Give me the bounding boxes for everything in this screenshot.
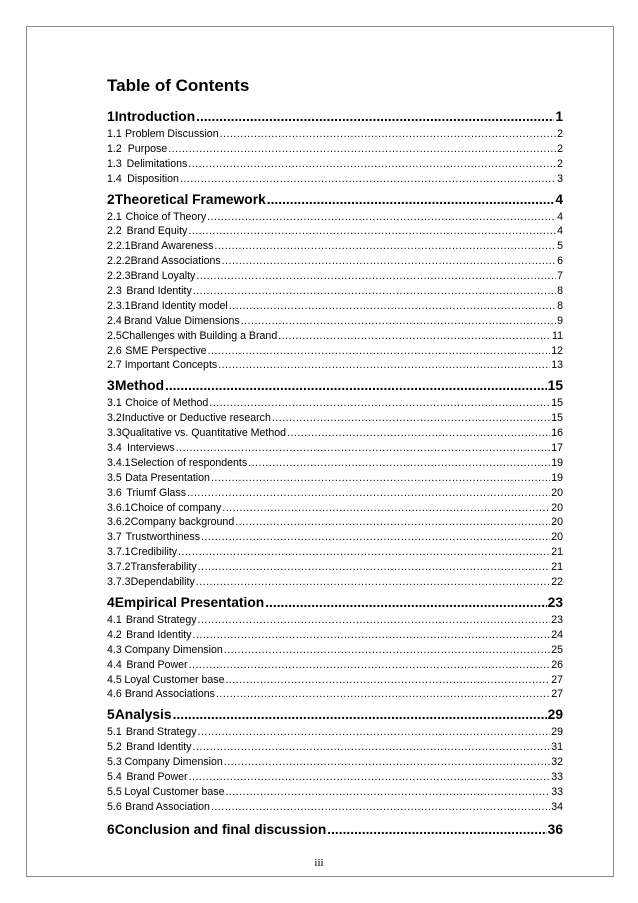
- toc-section-title: Brand Identity: [126, 741, 192, 754]
- toc-section-number: 3.7.2: [107, 561, 131, 574]
- toc-section-title: Brand Associations: [130, 255, 221, 268]
- toc-chapter-title: Introduction: [114, 109, 196, 124]
- toc-section-title: Brand Identity model: [130, 299, 228, 312]
- toc-chapter-page: 1: [555, 109, 563, 124]
- toc-section-page: 17: [551, 442, 563, 455]
- toc-section[interactable]: [107, 643, 563, 658]
- toc-section-number: 2.7: [107, 359, 122, 372]
- toc-chapter-title: Conclusion and final discussion: [114, 821, 327, 837]
- toc-section-number: 3.6: [107, 486, 122, 499]
- toc-section[interactable]: [107, 210, 563, 225]
- toc-section-number: 3.7: [107, 531, 122, 544]
- toc-chapter[interactable]: [107, 704, 563, 725]
- dot-leader: [189, 770, 551, 785]
- toc-section-title: Triumf Glass: [126, 486, 187, 499]
- dot-leader: [198, 613, 551, 628]
- toc-section[interactable]: [107, 800, 563, 815]
- dot-leader: [235, 515, 550, 530]
- toc-section-title: Brand Value Dimensions: [123, 314, 240, 327]
- dot-leader: [189, 658, 551, 673]
- toc-section-page: 8: [557, 285, 563, 298]
- toc-section-title: Purpose: [127, 142, 168, 155]
- toc-chapter-page: 29: [547, 707, 563, 723]
- toc-section[interactable]: [107, 501, 563, 516]
- toc-section[interactable]: [107, 254, 563, 269]
- dot-leader: [168, 142, 556, 157]
- toc-section[interactable]: [107, 658, 563, 673]
- dot-leader: [267, 189, 555, 210]
- toc-section-number: 2.2.3: [107, 270, 131, 283]
- toc-section-number: 5.6: [107, 800, 122, 813]
- toc-section[interactable]: [107, 515, 563, 530]
- toc-section-page: 2: [557, 157, 563, 170]
- toc-section-number: 5.3: [107, 756, 122, 769]
- toc-section-title: SME Perspective: [125, 344, 207, 357]
- toc-section-number: 2.6: [107, 344, 122, 357]
- toc-section-number: 5.1: [107, 726, 122, 739]
- toc-section-page: 20: [551, 531, 563, 544]
- toc-section[interactable]: [107, 456, 563, 471]
- toc-chapter-page: 4: [555, 191, 563, 207]
- toc-section-title: Credibility: [130, 546, 178, 559]
- toc-section-title: Choice of company: [130, 501, 222, 514]
- toc-section-page: 21: [551, 546, 563, 559]
- toc-section-title: Brand Awareness: [130, 240, 214, 253]
- toc-section[interactable]: [107, 673, 563, 688]
- toc-section-number: 3.4.1: [107, 456, 131, 469]
- toc-section-page: 26: [551, 658, 563, 671]
- dot-leader: [327, 819, 546, 840]
- toc-section-number: 3.5: [107, 471, 122, 484]
- toc-section-page: 5: [557, 240, 563, 253]
- toc-section-number: 4.4: [107, 658, 122, 671]
- toc-section-page: 31: [551, 741, 563, 754]
- toc-section-number: 3.7.1: [107, 546, 131, 559]
- toc-section-page: 13: [551, 359, 563, 372]
- toc-section-page: 12: [551, 344, 563, 357]
- toc-section[interactable]: [107, 755, 563, 770]
- toc-section-page: 6: [557, 255, 563, 268]
- dot-leader: [214, 239, 556, 254]
- toc-section[interactable]: [107, 545, 563, 560]
- toc-title: Table of Contents: [107, 76, 250, 95]
- dot-leader: [192, 740, 550, 755]
- toc-section-number: 3.6.1: [107, 501, 131, 514]
- toc-section-page: 20: [551, 516, 563, 529]
- toc-section-page: 19: [551, 456, 563, 469]
- toc-section-number: 2.3.1: [107, 299, 131, 312]
- dot-leader: [278, 329, 551, 344]
- toc-section-title: Company Dimension: [124, 756, 223, 769]
- toc-section[interactable]: [107, 172, 563, 187]
- toc-chapter[interactable]: [107, 592, 563, 613]
- toc-chapter-number: 2: [107, 191, 115, 207]
- toc-chapter-number: 1: [107, 109, 115, 124]
- toc-section-page: 2: [557, 128, 563, 140]
- toc-section-title: Brand Strategy: [125, 613, 197, 626]
- toc-section-title: Data Presentation: [125, 471, 210, 484]
- toc-section-page: 27: [551, 673, 563, 686]
- toc-section-title: Delimitations: [126, 157, 188, 170]
- toc-section-title: Disposition: [127, 172, 179, 185]
- dot-leader: [193, 284, 556, 299]
- toc-section[interactable]: [107, 284, 563, 299]
- toc-section[interactable]: [107, 687, 563, 702]
- dot-leader: [265, 592, 546, 613]
- dot-leader: [209, 396, 550, 411]
- toc-section-page: 24: [551, 628, 563, 641]
- toc-section-page: 21: [551, 561, 563, 574]
- dot-leader: [224, 643, 550, 658]
- dot-leader: [272, 411, 550, 426]
- toc-section-number: 2.3: [107, 285, 122, 298]
- toc-section-page: 15: [551, 412, 563, 425]
- dot-leader: [229, 299, 556, 314]
- toc-section-page: 23: [551, 613, 563, 626]
- toc-section[interactable]: [107, 314, 563, 329]
- toc-section-number: 4.1: [107, 613, 122, 626]
- toc-section[interactable]: [107, 486, 563, 501]
- toc-section[interactable]: [107, 157, 563, 172]
- toc-section[interactable]: [107, 740, 563, 755]
- toc-section-page: 32: [551, 756, 563, 769]
- dot-leader: [224, 755, 550, 770]
- toc-section-title: Company background: [130, 516, 235, 529]
- toc-chapter[interactable]: [107, 375, 563, 396]
- dot-leader: [211, 800, 550, 815]
- toc-section-title: Brand Power: [126, 770, 188, 783]
- toc-section-page: 7: [557, 270, 563, 283]
- dot-leader: [198, 725, 551, 740]
- toc-section-title: Brand Strategy: [125, 726, 197, 739]
- toc-section-number: 3.1: [107, 397, 122, 410]
- toc-section-number: 2.4: [107, 314, 122, 327]
- dot-leader: [196, 269, 556, 284]
- toc-section-number: 4.2: [107, 628, 122, 641]
- dot-leader: [201, 530, 550, 545]
- toc-section-page: 27: [551, 688, 563, 701]
- toc-section-title: Choice of Method: [125, 397, 209, 410]
- toc-section-title: Challenges with Building a Brand: [121, 329, 278, 342]
- toc-section-title: Qualitative vs. Quantitative Method: [121, 427, 287, 440]
- dot-leader: [196, 106, 554, 127]
- toc-section-number: 3.3: [107, 427, 122, 440]
- dot-leader: [207, 210, 556, 225]
- toc-section-number: 3.2: [107, 412, 122, 425]
- toc-section-number: 1.4: [107, 172, 122, 185]
- toc-section-title: Brand Association: [125, 800, 210, 813]
- toc-section-title: Interviews: [127, 442, 175, 455]
- toc-chapter[interactable]: [107, 819, 563, 840]
- dot-leader: [248, 456, 550, 471]
- toc-section[interactable]: [107, 299, 563, 314]
- toc-section-page: 22: [551, 576, 563, 589]
- toc-chapter-title: Method: [114, 378, 165, 394]
- toc-section-number: 4.5: [107, 673, 122, 686]
- toc-section[interactable]: [107, 239, 563, 254]
- toc-section-title: Inductive or Deductive research: [121, 412, 271, 425]
- toc-section[interactable]: [107, 575, 563, 590]
- dot-leader: [178, 545, 550, 560]
- toc-chapter-page: 36: [547, 821, 563, 837]
- toc-chapter-number: 6: [107, 821, 115, 837]
- dot-leader: [176, 441, 551, 456]
- toc-section-number: 1.2: [107, 142, 122, 155]
- toc-chapter-title: Analysis: [114, 707, 172, 723]
- dot-leader: [218, 358, 550, 373]
- toc-section-title: Loyal Customer base: [124, 785, 225, 798]
- toc-section-title: Choice of Theory: [125, 210, 207, 223]
- toc-section-page: 33: [551, 770, 563, 783]
- toc-section[interactable]: [107, 613, 563, 628]
- toc-section-title: Brand Associations: [124, 688, 215, 701]
- toc-section-number: 5.5: [107, 785, 122, 798]
- toc-chapter-title: Empirical Presentation: [114, 594, 265, 610]
- toc-section-title: Brand Power: [126, 658, 188, 671]
- toc-chapter-page: 15: [547, 378, 563, 394]
- toc-section[interactable]: [107, 269, 563, 284]
- toc-section-title: Brand Loyalty: [130, 270, 196, 283]
- dot-leader: [187, 486, 550, 501]
- toc-section-number: 1.1: [107, 128, 122, 140]
- dot-leader: [192, 628, 550, 643]
- toc-section-page: 3: [557, 172, 563, 185]
- toc-section-number: 1.3: [107, 157, 122, 170]
- table-of-contents: [107, 106, 563, 840]
- toc-section-number: 5.4: [107, 770, 122, 783]
- dot-leader: [225, 785, 550, 800]
- toc-section-number: 3.6.2: [107, 516, 131, 529]
- toc-section-page: 11: [552, 329, 563, 342]
- toc-section-page: 20: [551, 501, 563, 514]
- toc-section[interactable]: [107, 770, 563, 785]
- toc-chapter-number: 4: [107, 594, 115, 610]
- toc-section-title: Selection of respondents: [130, 456, 248, 469]
- toc-chapter-page: 23: [547, 594, 563, 610]
- toc-section-number: 4.6: [107, 688, 122, 701]
- toc-section-number: 2.2: [107, 225, 122, 238]
- toc-section[interactable]: [107, 471, 563, 486]
- toc-section-title: Problem Discussion: [124, 128, 219, 140]
- toc-section[interactable]: [107, 344, 563, 359]
- dot-leader: [211, 471, 550, 486]
- toc-section-page: 9: [557, 314, 563, 327]
- toc-chapter[interactable]: [107, 106, 563, 127]
- toc-section-number: 2.5: [107, 329, 122, 342]
- toc-section-page: 34: [551, 800, 563, 813]
- dot-leader: [241, 314, 556, 329]
- toc-section-title: Loyal Customer base: [124, 673, 225, 686]
- dot-leader: [225, 673, 550, 688]
- toc-section[interactable]: [107, 224, 563, 239]
- toc-section-title: Brand Identity: [126, 285, 192, 298]
- toc-section-number: 2.2.1: [107, 240, 131, 253]
- toc-section[interactable]: [107, 441, 563, 456]
- toc-section[interactable]: [107, 127, 563, 142]
- toc-section[interactable]: [107, 628, 563, 643]
- toc-section[interactable]: [107, 426, 563, 441]
- toc-section-number: 4.3: [107, 643, 122, 656]
- toc-section-number: 5.2: [107, 741, 122, 754]
- toc-section-title: Important Concepts: [124, 359, 218, 372]
- toc-section-page: 20: [551, 486, 563, 499]
- toc-section-page: 8: [557, 299, 563, 312]
- toc-section-title: Transferability: [130, 561, 197, 574]
- toc-section[interactable]: [107, 530, 563, 545]
- toc-section[interactable]: [107, 329, 563, 344]
- toc-section-title: Brand Identity: [126, 628, 192, 641]
- toc-section-number: 2.2.2: [107, 255, 131, 268]
- toc-section-title: Brand Equity: [126, 225, 188, 238]
- toc-section[interactable]: [107, 785, 563, 800]
- toc-section[interactable]: [107, 411, 563, 426]
- toc-section[interactable]: [107, 396, 563, 411]
- toc-section-page: 33: [551, 785, 563, 798]
- toc-section-number: 3.4: [107, 442, 122, 455]
- dot-leader: [188, 224, 556, 239]
- toc-section[interactable]: [107, 725, 563, 740]
- toc-section-number: 3.7.3: [107, 576, 131, 589]
- dot-leader: [222, 254, 556, 269]
- dot-leader: [173, 704, 547, 725]
- toc-chapter-number: 5: [107, 707, 115, 723]
- dot-leader: [180, 172, 556, 187]
- toc-section[interactable]: [107, 560, 563, 575]
- toc-section-page: 4: [557, 225, 563, 238]
- toc-section-page: 16: [551, 427, 563, 440]
- dot-leader: [222, 501, 550, 516]
- toc-section[interactable]: [107, 142, 563, 157]
- toc-section-title: Trustworthiness: [125, 531, 201, 544]
- dot-leader: [165, 375, 547, 396]
- dot-leader: [287, 426, 550, 441]
- toc-section-title: Company Dimension: [124, 643, 223, 656]
- page-number: iii: [314, 857, 324, 869]
- toc-section-number: 2.1: [107, 210, 122, 223]
- toc-section-page: 15: [551, 397, 563, 410]
- dot-leader: [208, 344, 551, 359]
- toc-section[interactable]: [107, 358, 563, 373]
- toc-section-page: 2: [557, 142, 563, 155]
- dot-leader: [220, 127, 556, 142]
- toc-chapter-title: Theoretical Framework: [114, 191, 266, 207]
- toc-chapter[interactable]: [107, 189, 563, 210]
- toc-section-page: 4: [557, 210, 563, 223]
- toc-chapter-number: 3: [107, 378, 115, 394]
- toc-section-page: 19: [551, 471, 563, 484]
- toc-section-title: Dependability: [130, 576, 195, 589]
- dot-leader: [198, 560, 551, 575]
- toc-section-page: 25: [551, 643, 563, 656]
- dot-leader: [216, 687, 550, 702]
- dot-leader: [196, 575, 550, 590]
- dot-leader: [188, 157, 556, 172]
- toc-section-page: 29: [551, 726, 563, 739]
